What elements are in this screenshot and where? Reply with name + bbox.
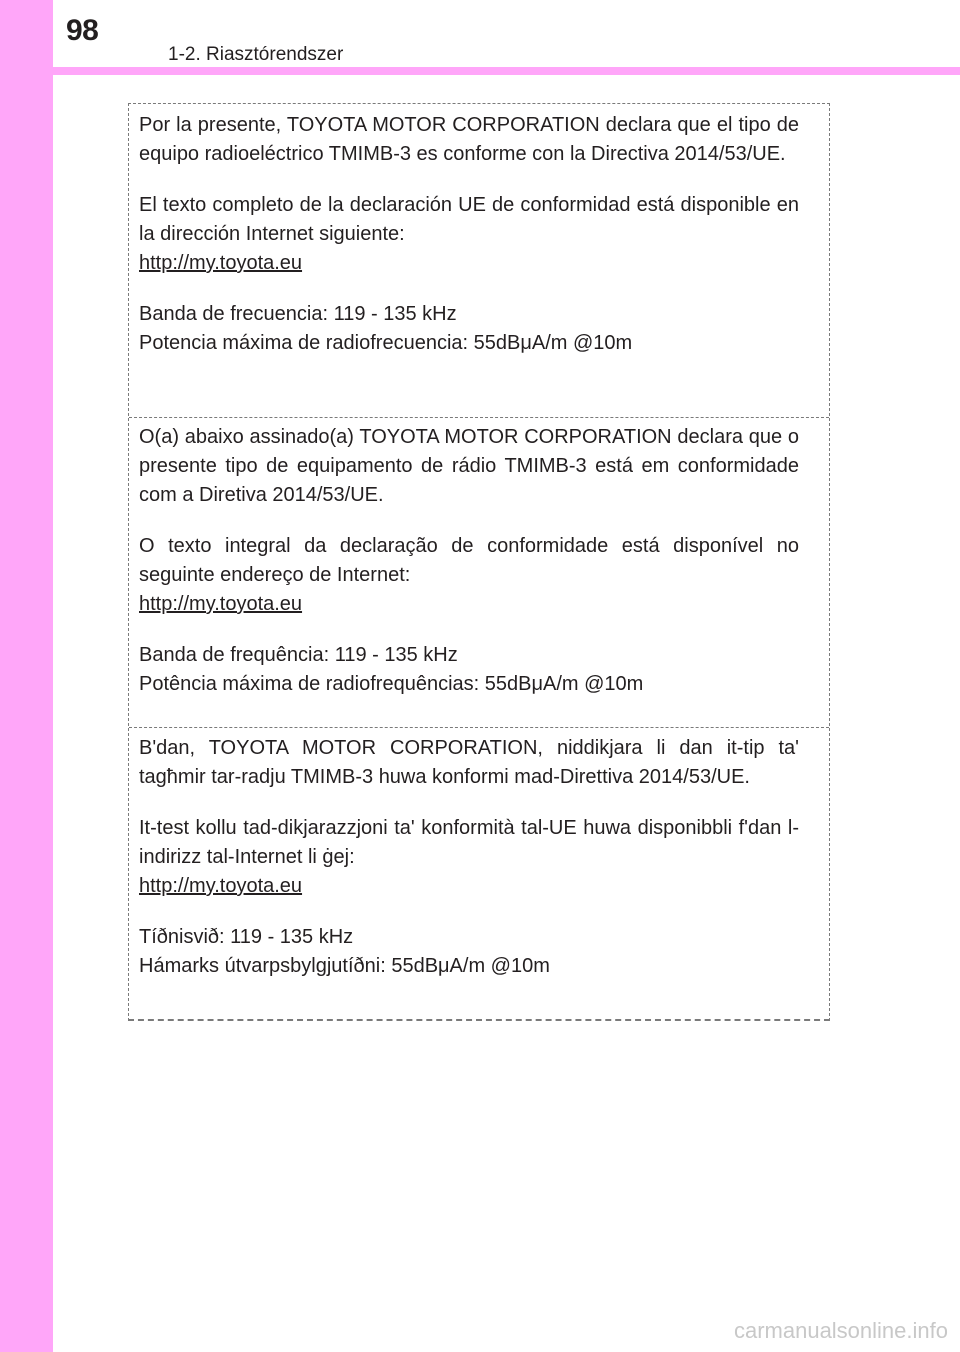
- declaration-section-maltese: [139, 734, 799, 981]
- max-power: Hámarks útvarpsbylgjutíðni: 55dBμA/m @10m: [139, 955, 550, 977]
- declaration-text: O(a) abaixo assinado(a) TOYOTA MOTOR CORPORATION declara que o presente tipo de equipamento de rádio TMIMB-3 está em conformidade com a Diretiva 2014/53/UE.: [139, 426, 799, 506]
- section-divider: [129, 417, 829, 418]
- header-rule: [53, 67, 960, 75]
- left-color-bar: [0, 0, 53, 1352]
- declaration-box: [128, 103, 830, 1021]
- declaration-section-spanish: [139, 111, 799, 358]
- declaration-text: B'dan, TOYOTA MOTOR CORPORATION, niddikjara li dan it-tip ta' tagħmir tar-radju TMIMB-3 huwa konformi mad-Direttiva 2014/53/UE.: [139, 737, 799, 788]
- declaration-intro: O texto integral da declaração de conformidade está disponível no seguinte endereço de Internet:: [139, 535, 799, 586]
- declaration-intro: El texto completo de la declaración UE de conformidad está disponible en la dirección Internet siguiente:: [139, 194, 799, 245]
- section-title: 1-2. Riasztórendszer: [168, 44, 344, 65]
- declaration-url-link[interactable]: http://my.toyota.eu: [139, 252, 303, 274]
- declaration-intro: It-test kollu tad-dikjarazzjoni ta' konformità tal-UE huwa disponibbli f'dan l-indirizz tal-Internet li ġej:: [139, 817, 799, 868]
- declaration-url-link[interactable]: http://my.toyota.eu: [139, 593, 303, 615]
- max-power: Potencia máxima de radiofrecuencia: 55dBμA/m @10m: [139, 332, 633, 354]
- declaration-url-link[interactable]: http://my.toyota.eu: [139, 875, 303, 897]
- watermark: carmanualsonline.info: [733, 1318, 948, 1343]
- frequency-band: Banda de frecuencia: 119 - 135 kHz: [139, 303, 457, 325]
- page-number: 98: [66, 14, 99, 47]
- frequency-band: Tíðnisvið: 119 - 135 kHz: [139, 926, 354, 948]
- max-power: Potência máxima de radiofrequências: 55dBμA/m @10m: [139, 673, 644, 695]
- section-divider: [129, 727, 829, 728]
- declaration-text: Por la presente, TOYOTA MOTOR CORPORATION declara que el tipo de equipo radioeléctrico TMIMB-3 es conforme con la Directiva 2014/53/UE.: [139, 114, 799, 165]
- declaration-section-portuguese: [139, 423, 799, 699]
- frequency-band: Banda de frequência: 119 - 135 kHz: [139, 644, 458, 666]
